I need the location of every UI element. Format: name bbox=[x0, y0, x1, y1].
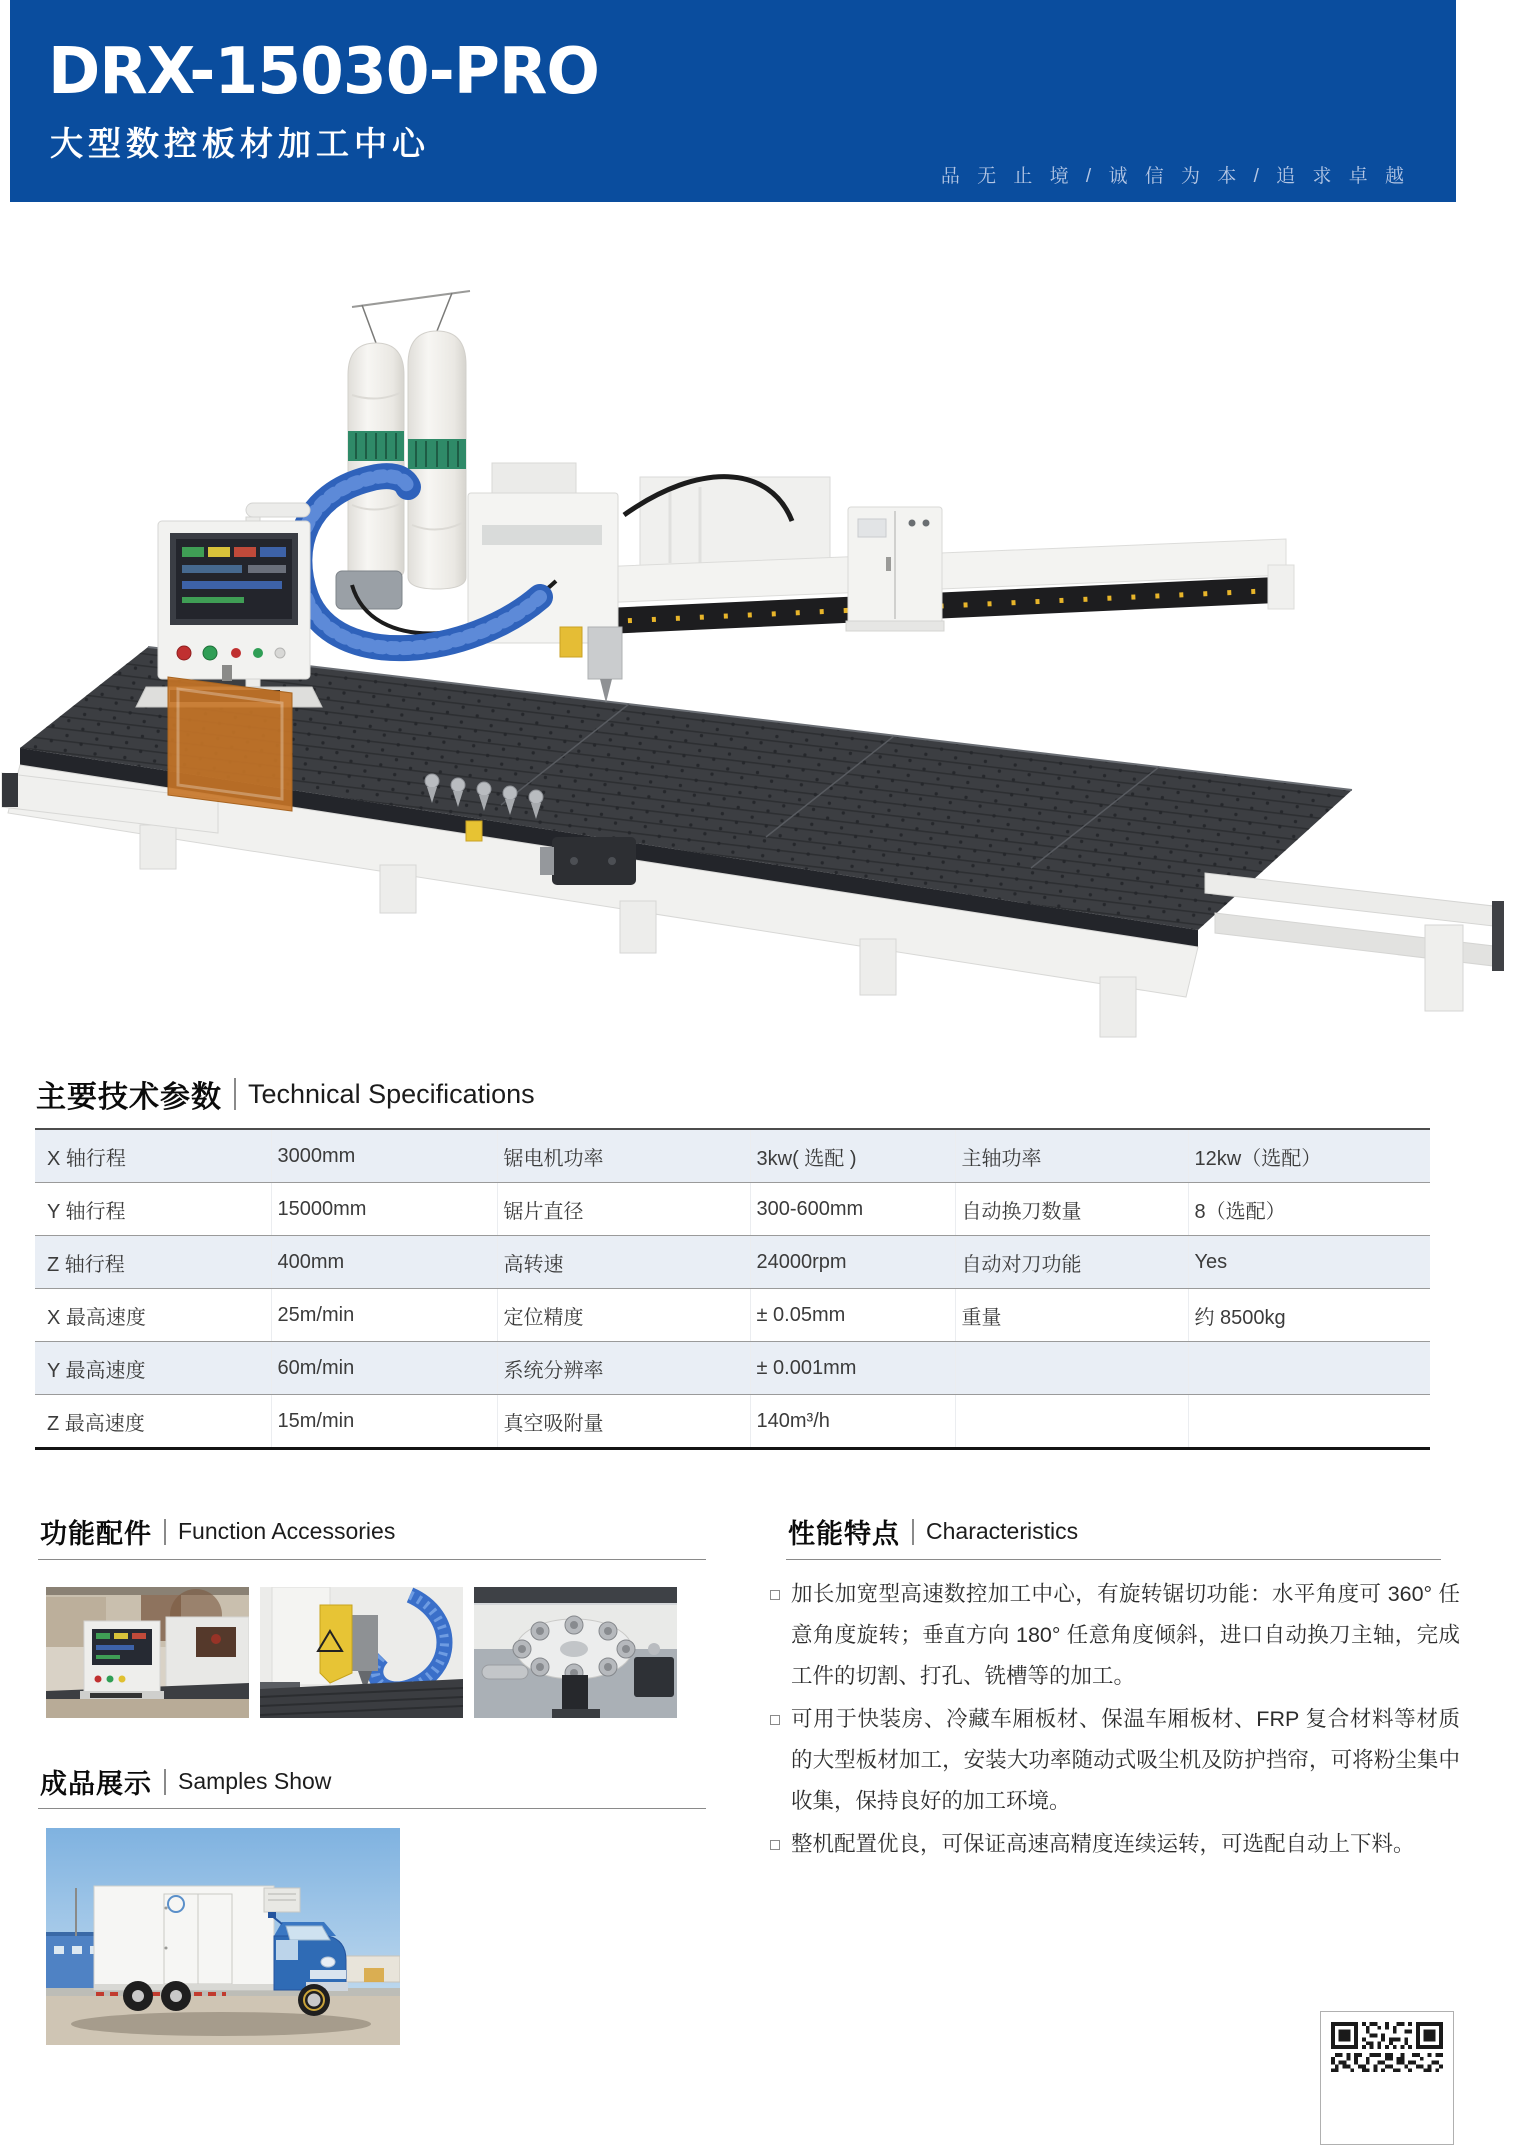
spec-label: 高转速 bbox=[497, 1236, 750, 1289]
spec-value bbox=[1188, 1342, 1430, 1395]
specs-section-title bbox=[36, 1072, 535, 1116]
spec-label: 主轴功率 bbox=[955, 1129, 1188, 1183]
spec-value: 140m³/h bbox=[750, 1395, 955, 1449]
spec-label bbox=[955, 1342, 1188, 1395]
spec-value: 3000mm bbox=[271, 1129, 497, 1183]
spec-label: 自动对刀功能 bbox=[955, 1236, 1188, 1289]
spec-value: 25m/min bbox=[271, 1289, 497, 1342]
samples-title-zh: 成品展示 bbox=[40, 1769, 152, 1799]
spec-value: 12kw（选配） bbox=[1188, 1129, 1430, 1183]
spec-row bbox=[35, 1129, 1430, 1183]
auto-tool-changer-photo bbox=[474, 1587, 677, 1718]
spec-value: ± 0.05mm bbox=[750, 1289, 955, 1342]
accessories-rule bbox=[38, 1559, 706, 1560]
samples-title-en: Samples Show bbox=[178, 1768, 332, 1794]
spec-label: 真空吸附量 bbox=[497, 1395, 750, 1449]
specs-title-en: Technical Specifications bbox=[248, 1078, 535, 1109]
samples-rule bbox=[38, 1808, 706, 1809]
characteristic-item: 整机配置优良，可保证高速高精度连续运转，可选配自动上下料。 bbox=[770, 1824, 1460, 1865]
spec-row bbox=[35, 1183, 1430, 1236]
spec-value: 24000rpm bbox=[750, 1236, 955, 1289]
characteristic-item: 可用于快装房、冷藏车厢板材、保温车厢板材、FRP 复合材料等材质的大型板材加工，安装大功率随动式吸尘机及防护挡帘，可将粉尘集中收集，保持良好的加工环境。 bbox=[770, 1699, 1460, 1822]
spec-label: 系统分辨率 bbox=[497, 1342, 750, 1395]
accessories-photo-row bbox=[46, 1587, 677, 1718]
product-model-title: DRX-15030-PRO bbox=[48, 34, 599, 109]
spec-value: 60m/min bbox=[271, 1342, 497, 1395]
spec-value: ± 0.001mm bbox=[750, 1342, 955, 1395]
spec-value: 15m/min bbox=[271, 1395, 497, 1449]
spec-value: 300-600mm bbox=[750, 1183, 955, 1236]
characteristics-title-en: Characteristics bbox=[926, 1518, 1079, 1544]
spec-value: 3kw( 选配 ) bbox=[750, 1129, 955, 1183]
spec-label: 锯片直径 bbox=[497, 1183, 750, 1236]
spec-value: 15000mm bbox=[271, 1183, 497, 1236]
spec-row bbox=[35, 1236, 1430, 1289]
spec-label: X 最高速度 bbox=[35, 1289, 271, 1342]
specs-title-zh: 主要技术参数 bbox=[36, 1081, 222, 1114]
spec-label: 重量 bbox=[955, 1289, 1188, 1342]
qr-code-image bbox=[1320, 2011, 1454, 2145]
accessories-section-title bbox=[40, 1512, 395, 1551]
spec-value: 8（选配） bbox=[1188, 1183, 1430, 1236]
spec-label: Y 轴行程 bbox=[35, 1183, 271, 1236]
spec-row bbox=[35, 1342, 1430, 1395]
header-banner bbox=[10, 0, 1456, 202]
spec-label: Y 最高速度 bbox=[35, 1342, 271, 1395]
title-divider bbox=[164, 1769, 166, 1795]
spec-label: Z 最高速度 bbox=[35, 1395, 271, 1449]
spec-row bbox=[35, 1395, 1430, 1449]
accessories-title-en: Function Accessories bbox=[178, 1518, 396, 1544]
control-console-photo bbox=[46, 1587, 249, 1718]
characteristics-section-title bbox=[788, 1512, 1078, 1551]
spindle-dust-hose-photo bbox=[260, 1587, 463, 1718]
spec-label bbox=[955, 1395, 1188, 1449]
title-divider bbox=[164, 1519, 166, 1545]
spec-table bbox=[35, 1128, 1430, 1450]
spec-value: 约 8500kg bbox=[1188, 1289, 1430, 1342]
spec-label: X 轴行程 bbox=[35, 1129, 271, 1183]
title-divider bbox=[912, 1519, 914, 1545]
spec-label: 自动换刀数量 bbox=[955, 1183, 1188, 1236]
spec-row bbox=[35, 1289, 1430, 1342]
spec-value: 400mm bbox=[271, 1236, 497, 1289]
brand-slogan: 品 无 止 境 / 诚 信 为 本 / 追 求 卓 越 bbox=[940, 166, 1410, 187]
spec-label: Z 轴行程 bbox=[35, 1236, 271, 1289]
characteristics-title-zh: 性能特点 bbox=[788, 1519, 900, 1549]
samples-section-title bbox=[40, 1762, 331, 1801]
characteristics-list bbox=[770, 1574, 1460, 1867]
spec-label: 定位精度 bbox=[497, 1289, 750, 1342]
accessories-title-zh: 功能配件 bbox=[40, 1519, 152, 1549]
spec-value bbox=[1188, 1395, 1430, 1449]
machine-photo bbox=[0, 225, 1524, 1065]
title-divider bbox=[234, 1078, 236, 1110]
characteristics-rule bbox=[786, 1559, 1441, 1560]
product-subtitle: 大型数控板材加工中心 bbox=[50, 125, 430, 162]
refrigerated-box-truck-photo bbox=[46, 1828, 400, 2045]
spec-value: Yes bbox=[1188, 1236, 1430, 1289]
spec-label: 锯电机功率 bbox=[497, 1129, 750, 1183]
characteristic-item: 加长加宽型高速数控加工中心，有旋转锯切功能：水平角度可 360° 任意角度旋转；垂直方向 180° 任意角度倾斜，进口自动换刀主轴，完成工件的切割、打孔、铣槽等的加工。 bbox=[770, 1574, 1460, 1697]
